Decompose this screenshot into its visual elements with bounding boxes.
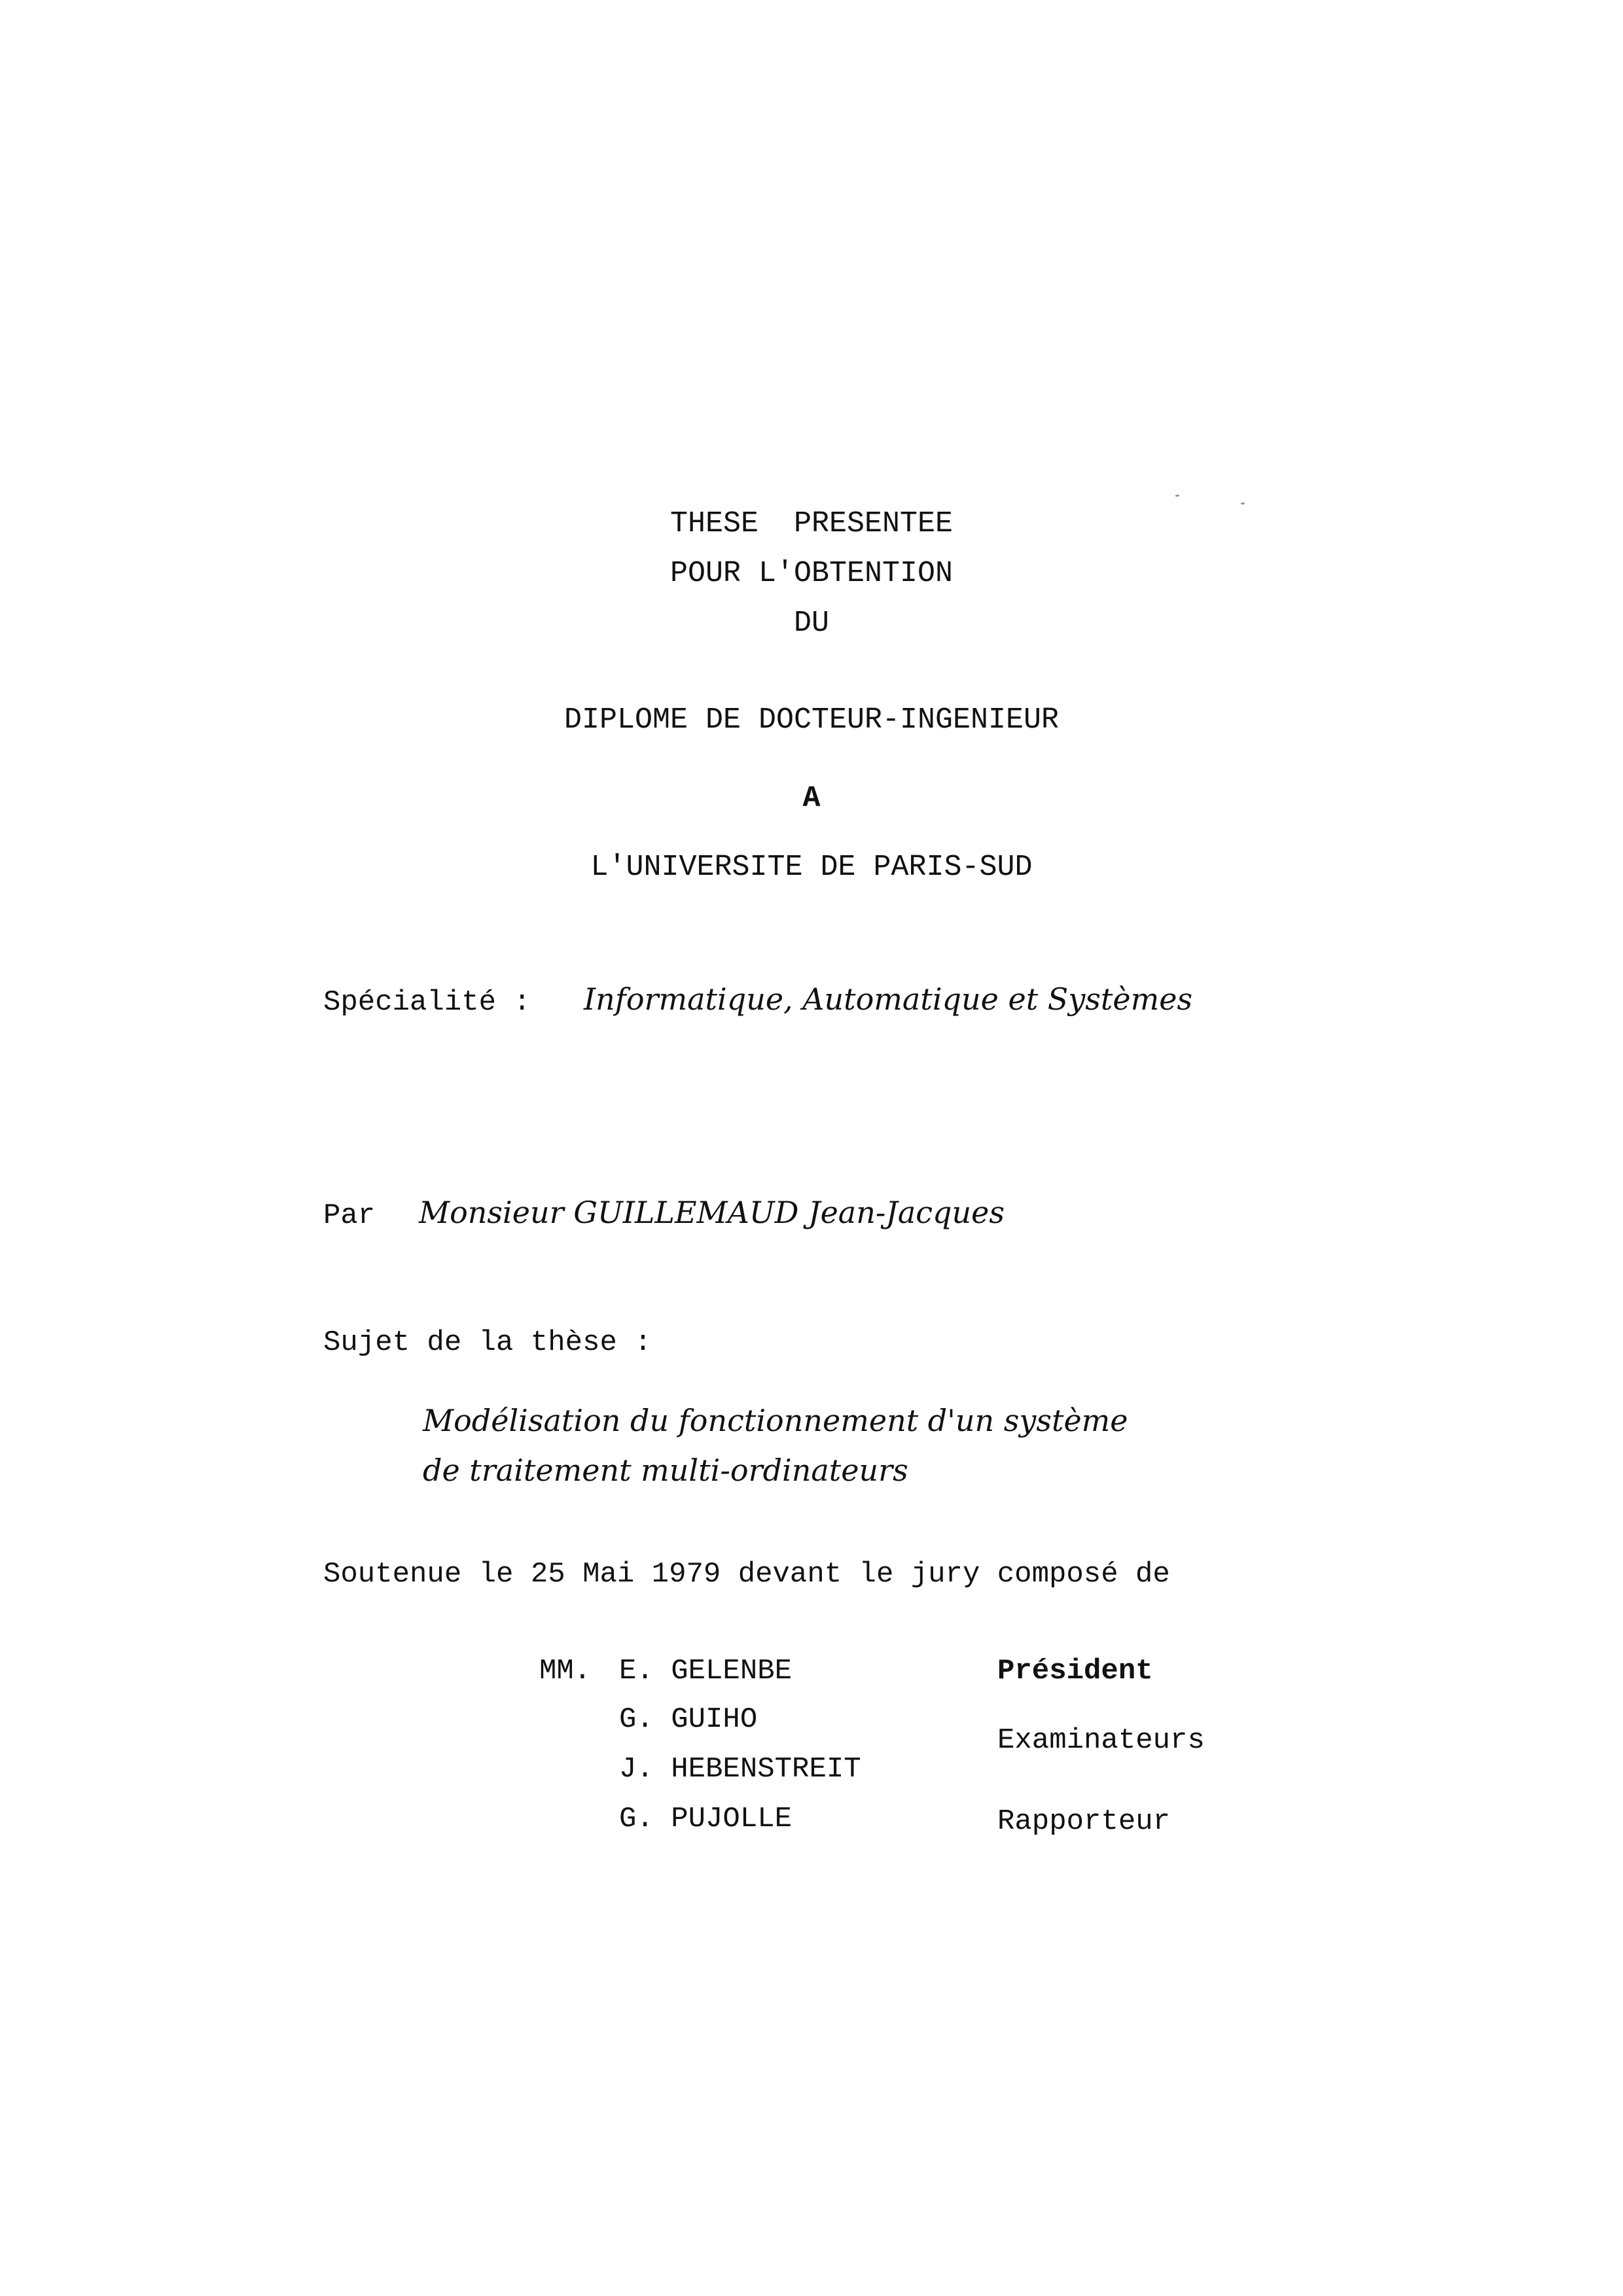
jury-role-president: Président (997, 1655, 1153, 1687)
sujet-line-1: Modélisation du fonctionnement d'un système (423, 1403, 1128, 1438)
university-name: L'UNIVERSITE DE PARIS-SUD (590, 851, 1033, 884)
jury-member: E. GELENBE (619, 1655, 793, 1687)
sujet-line-2: de traitement multi-ordinateurs (423, 1453, 908, 1488)
sujet-label: Sujet de la thèse : (323, 1326, 652, 1359)
jury-role-rapporteur: Rapporteur (997, 1805, 1171, 1838)
title-line-pour-obtention: POUR L'OBTENTION (669, 557, 954, 590)
diploma-title: DIPLOME DE DOCTEUR-INGENIEUR (563, 703, 1060, 737)
jury-prefix: MM. (539, 1655, 592, 1687)
specialite-value: Informatique, Automatique et Systèmes (584, 981, 1193, 1017)
jury-role-examinateurs: Examinateurs (997, 1724, 1205, 1757)
title-line-du: DU (793, 607, 829, 640)
jury-member: G. PUJOLLE (619, 1803, 793, 1835)
author-name: Monsieur GUILLEMAUD Jean-Jacques (419, 1195, 1005, 1230)
title-line-these-presentee: THESE PRESENTEE (669, 507, 954, 540)
scan-speck (1175, 495, 1179, 497)
author-label: Par (323, 1199, 376, 1232)
jury-member: J. HEBENSTREIT (619, 1753, 861, 1786)
specialite-label: Spécialité : (323, 986, 531, 1019)
jury-member: G. GUIHO (619, 1703, 758, 1736)
title-line-a: A (802, 782, 821, 815)
defense-statement: Soutenue le 25 Mai 1979 devant le jury composé de (323, 1558, 1170, 1591)
scan-speck (1241, 503, 1245, 504)
